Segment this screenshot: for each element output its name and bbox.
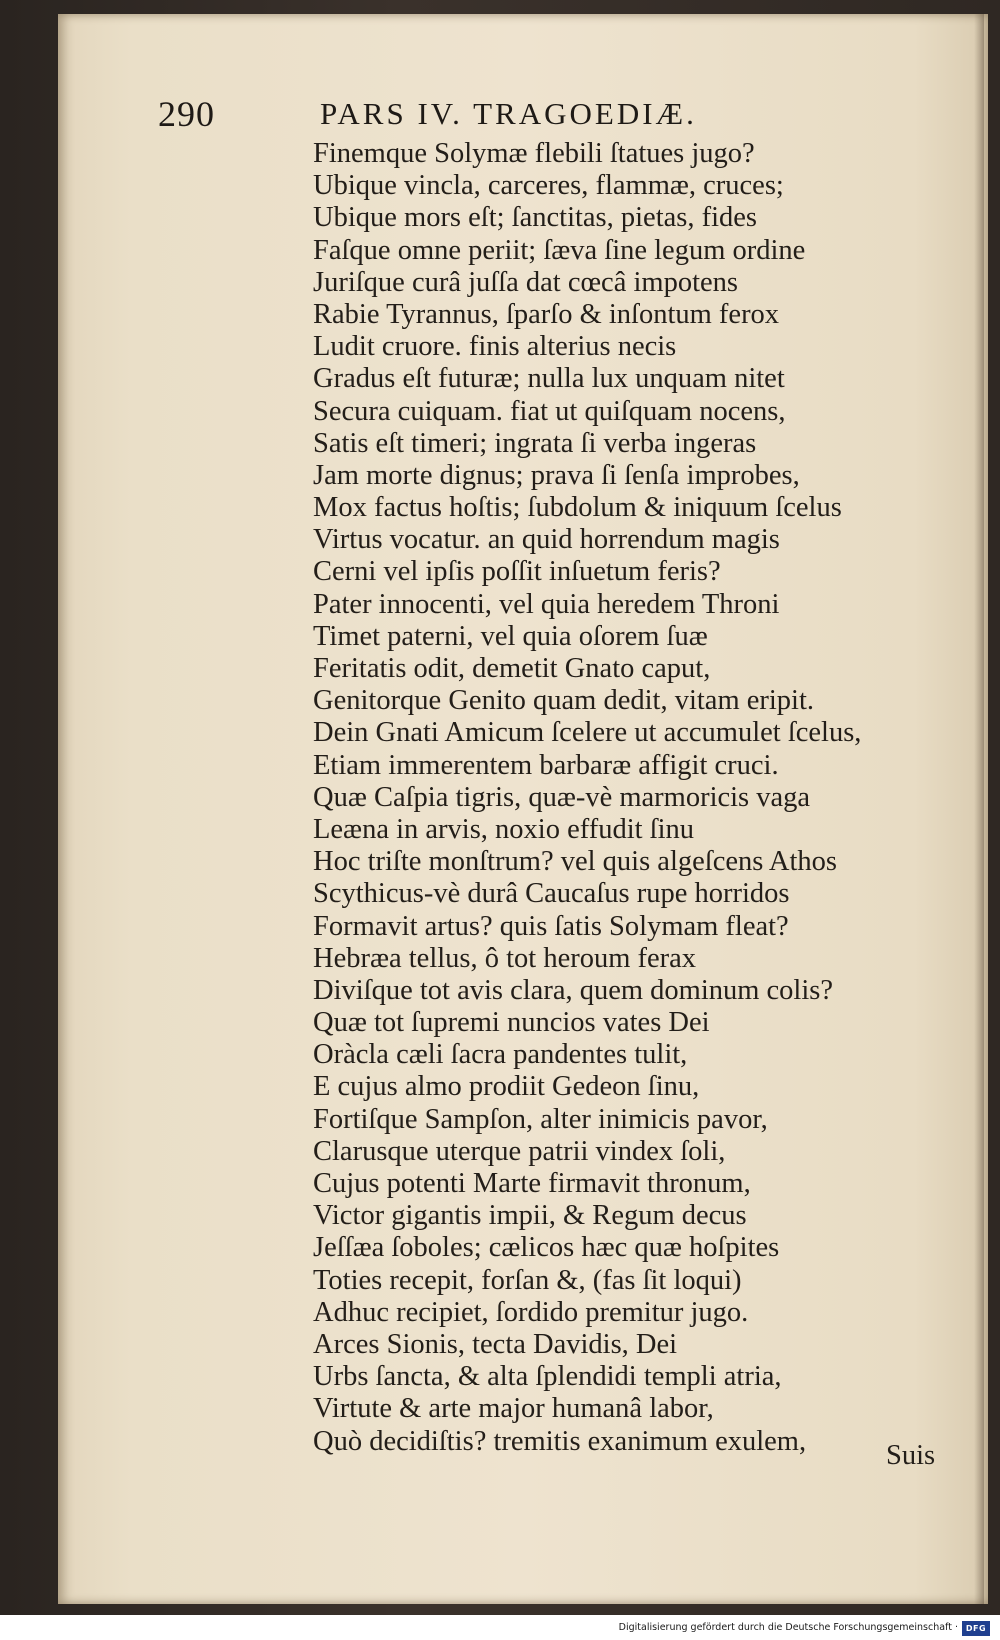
running-head: PARS IV. TRAGOEDIÆ. [320, 96, 697, 131]
verse-text [313, 138, 1000, 1458]
verse-line: Clarusque uterque patrii vindex ſoli, [313, 1135, 726, 1167]
verse-line: Adhuc recipiet, ſordido premitur jugo. [313, 1296, 749, 1328]
verse-line: Scythicus-vè durâ Caucaſus rupe horridos [313, 878, 790, 910]
verse-line: Secura cuiquam. fiat ut quiſquam nocens, [313, 395, 786, 427]
page-number: 290 [158, 94, 215, 134]
verse-line: Faſque omne periit; ſæva ſine legum ordine [313, 234, 806, 266]
verse-line: Oràcla cæli ſacra pandentes tulit, [313, 1039, 688, 1071]
verse-line: Diviſque tot avis clara, quem dominum colis? [313, 974, 834, 1006]
verse-line: Ubique mors eſt; ſanctitas, pietas, fides [313, 202, 758, 234]
verse-line: Fortiſque Sampſon, alter inimicis pavor, [313, 1103, 768, 1135]
verse-line: Rabie Tyrannus, ſparſo & inſontum ferox [313, 298, 780, 330]
verse-line: Formavit artus? quis ſatis Solymam fleat? [313, 910, 789, 942]
page-header [158, 92, 808, 136]
verse-line: Feritatis odit, demetit Gnato caput, [313, 653, 711, 684]
verse-line: Hoc triſte monſtrum? vel quis algeſcens Athos [313, 846, 837, 878]
verse-line: Satis eſt timeri; ingrata ſi verba ingeras [313, 427, 757, 459]
verse-line: Ludit cruore. finis alterius necis [313, 331, 677, 363]
verse-line: Mox factus hoſtis; ſubdolum & iniquum ſcelus [313, 492, 842, 524]
verse-line: Juriſque curâ juſſa dat cœcâ impotens [313, 266, 738, 298]
verse-line: Finemque Solymæ flebili ſtatues jugo? [313, 138, 755, 169]
verse-line: Quæ Caſpia tigris, quæ-vè marmoricis vaga [313, 781, 811, 813]
verse-line: Hebræa tellus, ô tot heroum ferax [313, 942, 697, 974]
verse-line: Cerni vel ipſis poſſit inſuetum feris? [313, 556, 721, 588]
verse-line: Genitorque Genito quam dedit, vitam eripit. [313, 685, 815, 717]
dfg-logo-icon: DFG [962, 1621, 990, 1636]
verse-line: Arces Sionis, tecta Davidis, Dei [313, 1328, 678, 1360]
verse-line: Jam morte dignus; prava ſi ſenſa improbes, [313, 459, 800, 491]
catchword: Suis [886, 1440, 936, 1471]
verse-line: Virtute & arte major humanâ labor, [313, 1393, 714, 1425]
verse-line: Urbs ſancta, & alta ſplendidi templi atria, [313, 1361, 782, 1393]
verse-line: Quæ tot ſupremi nuncios vates Dei [313, 1007, 710, 1039]
verse-line: Etiam immerentem barbaræ affigit cruci. [313, 749, 779, 781]
verse-line: Jeſſæa ſoboles; cælicos hæc quæ hoſpites [313, 1232, 780, 1264]
verse-line: Ubique vincla, carceres, flammæ, cruces; [313, 170, 784, 202]
verse-line: Victor gigantis impii, & Regum decus [313, 1200, 747, 1232]
verse-line: Toties recepit, forſan &, (fas ſit loqui) [313, 1264, 742, 1296]
book-page [58, 14, 988, 1604]
verse-line: E cujus almo prodiit Gedeon ſinu, [313, 1071, 700, 1103]
funding-notice: Digitalisierung gefördert durch die Deutsche Forschungsgemeinschaft · [618, 1622, 958, 1633]
verse-line: Cujus potenti Marte firmavit thronum, [313, 1168, 751, 1199]
verse-line: Quò decidiſtis? tremitis exanimum exulem, [313, 1425, 807, 1457]
verse-line: Gradus eſt futuræ; nulla lux unquam nitet [313, 363, 785, 395]
verse-line: Virtus vocatur. an quid horrendum magis [313, 524, 780, 556]
verse-line: Pater innocenti, vel quia heredem Throni [313, 588, 780, 620]
verse-line: Timet paterni, vel quia oſorem ſuæ [313, 620, 708, 652]
footer-bar [0, 1615, 1000, 1640]
verse-line: Leæna in arvis, noxio effudit ſinu [313, 813, 694, 845]
verse-line: Dein Gnati Amicum ſcelere ut accumulet ſcelus, [313, 717, 862, 749]
